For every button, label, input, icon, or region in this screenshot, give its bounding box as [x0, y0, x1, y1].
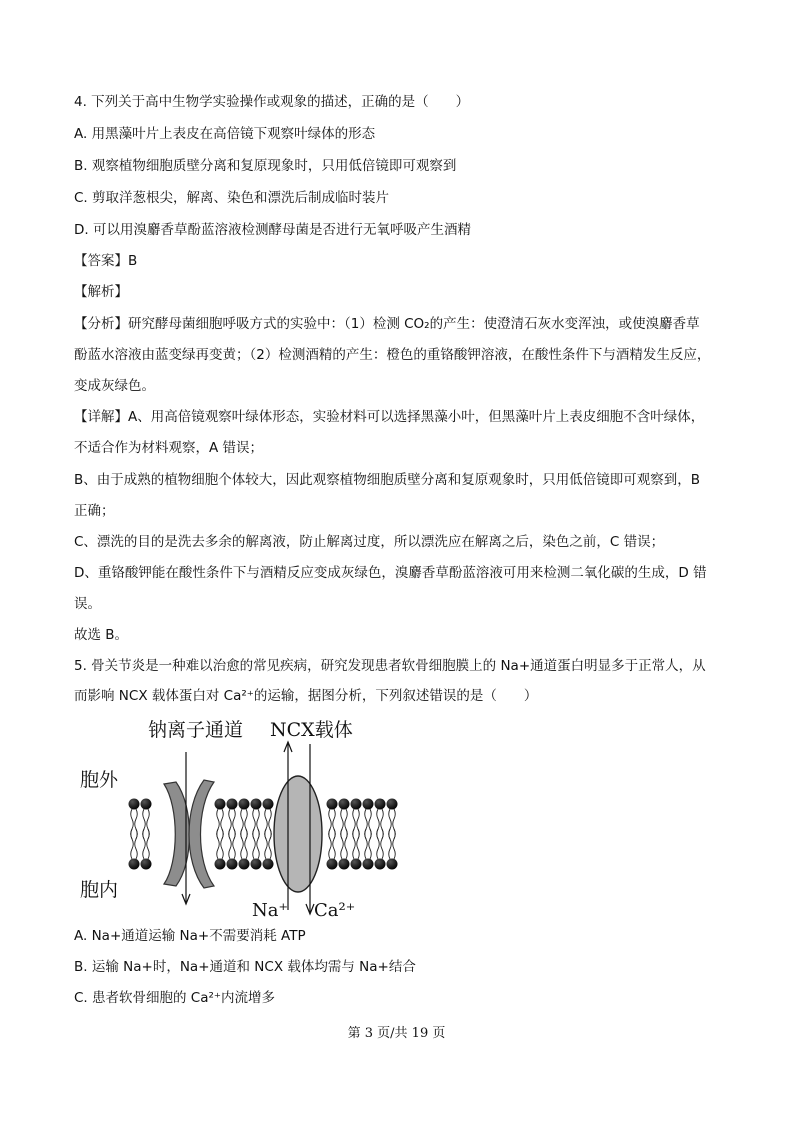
carrier-label: NCX载体 — [270, 719, 353, 741]
answer-line — [74, 251, 137, 271]
q4-option-d: D. 可以用溴麝香草酚蓝溶液检测酵母菌是否进行无氧呼吸产生酒精 — [74, 222, 471, 238]
answer-tag: 【答案】 — [74, 253, 128, 269]
detail-line-1 — [74, 407, 704, 427]
inside-label: 胞内 — [80, 879, 119, 901]
detail-line-2: 不适合作为材料观察，A 错误； — [74, 440, 264, 456]
q5-stem-line-1: 5. 骨关节炎是一种难以治愈的常见疾病，研究发现患者软骨细胞膜上的 Na+通道蛋白明显多于正常人，从 — [74, 658, 706, 674]
page-footer: 第 3 页/共 19 页 — [347, 1026, 446, 1041]
analysis-line-1 — [74, 314, 700, 334]
membrane-figure — [74, 712, 404, 922]
q4-stem: 4. 下列关于高中生物学实验操作或观象的描述，正确的是（ ） — [74, 94, 470, 110]
q4-option-b: B. 观察植物细胞质壁分离和复原现象时，只用低倍镜即可观察到 — [74, 158, 457, 174]
detail-line-5: C、漂洗的目的是洗去多余的解离液，防止解离过度，所以漂洗应在解离之后，染色之前，C 错误； — [74, 534, 665, 550]
ca-ion-label: Ca²⁺ — [314, 900, 356, 921]
outside-label: 胞外 — [80, 769, 119, 791]
ncx-carrier-protein — [274, 776, 322, 892]
detail-line-6: D、重铬酸钾能在酸性条件下与酒精反应变成灰绿色，溴麝香草酚蓝溶液可用来检测二氧化碳的生成，D 错 — [74, 565, 707, 581]
jiexi-tag: 【解析】 — [74, 284, 128, 300]
analysis-line-3: 变成灰绿色。 — [74, 378, 155, 394]
q5-option-c: C. 患者软骨细胞的 Ca²⁺内流增多 — [74, 990, 276, 1006]
q5-option-b: B. 运输 Na+时，Na+通道和 NCX 载体均需与 Na+结合 — [74, 959, 416, 975]
detail-line-4: 正确； — [74, 503, 115, 519]
detail-text-1: A、用高倍镜观察叶绿体形态，实验材料可以选择黑藻小叶，但黑藻叶片上表皮细胞不含叶绿体， — [128, 409, 705, 425]
analysis-line-2: 酚蓝水溶液由蓝变绿再变黄；（2）检测酒精的产生：橙色的重铬酸钾溶液，在酸性条件下与酒精发生反应， — [74, 347, 711, 363]
analysis-tag: 【分析】 — [74, 316, 128, 332]
q4-option-a: A. 用黑藻叶片上表皮在高倍镜下观察叶绿体的形态 — [74, 126, 376, 142]
q5-stem-line-2: 而影响 NCX 载体蛋白对 Ca²⁺的运输，据图分析，下列叙述错误的是（ ） — [74, 688, 538, 704]
bilayer-left — [129, 799, 152, 870]
q5-option-a: A. Na+通道运输 Na+不需要消耗 ATP — [74, 928, 306, 944]
channel-label: 钠离子通道 — [148, 719, 244, 741]
q4-option-c: C. 剪取洋葱根尖，解离、染色和漂洗后制成临时装片 — [74, 190, 390, 206]
channel-protein-right — [189, 780, 214, 888]
analysis-text-1: 研究酵母菌细胞呼吸方式的实验中：（1）检测 CO₂的产生：使澄清石灰水变浑浊，或使溴麝香草 — [128, 316, 700, 332]
detail-line-3: B、由于成熟的植物细胞个体较大，因此观察植物细胞质壁分离和复原观象时，只用低倍镜即可观察到，B — [74, 472, 701, 488]
na-ion-label: Na⁺ — [252, 900, 288, 921]
bilayer-middle — [215, 799, 274, 870]
answer-value: B — [128, 253, 138, 269]
detail-tag: 【详解】 — [74, 409, 128, 425]
detail-conclusion: 故选 B。 — [74, 627, 129, 643]
bilayer-right — [327, 799, 398, 870]
detail-line-7: 误。 — [74, 596, 101, 612]
